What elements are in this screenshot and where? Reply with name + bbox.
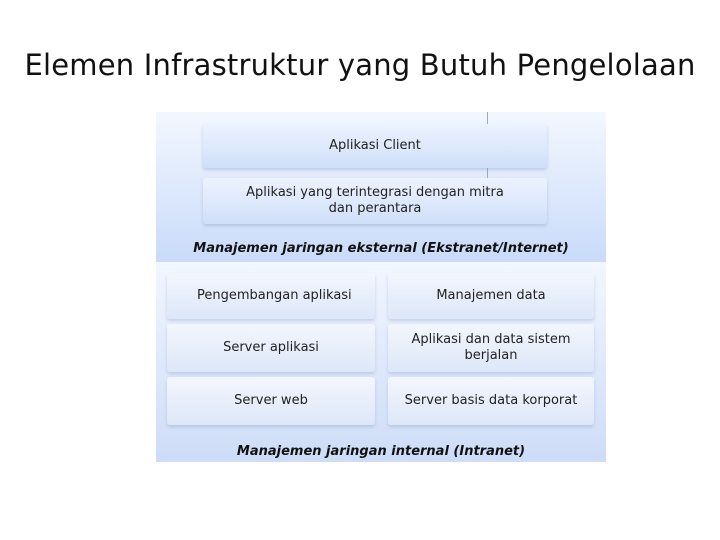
connector-line-top <box>487 112 488 124</box>
box-aplikasi-terintegrasi: Aplikasi yang terintegrasi dengan mitra dan perantara <box>203 178 547 224</box>
box-server-web: Server web <box>167 377 375 425</box>
box-pengembangan-aplikasi: Pengembangan aplikasi <box>167 273 375 319</box>
box-server-aplikasi: Server aplikasi <box>167 324 375 372</box>
external-network-label: Manajemen jaringan eksternal (Ekstranet/Internet) <box>193 241 569 256</box>
slide-title: Elemen Infrastruktur yang Butuh Pengelolaan <box>24 48 696 82</box>
box-manajemen-data: Manajemen data <box>388 273 594 319</box>
internal-network-label: Manajemen jaringan internal (Intranet) <box>236 444 526 459</box>
box-aplikasi-sistem-berjalan: Aplikasi dan data sistem berjalan <box>388 324 594 372</box>
box-server-basis-data: Server basis data korporat <box>388 377 594 425</box>
connector-line-middle <box>487 168 488 178</box>
box-aplikasi-client: Aplikasi Client <box>203 124 547 168</box>
